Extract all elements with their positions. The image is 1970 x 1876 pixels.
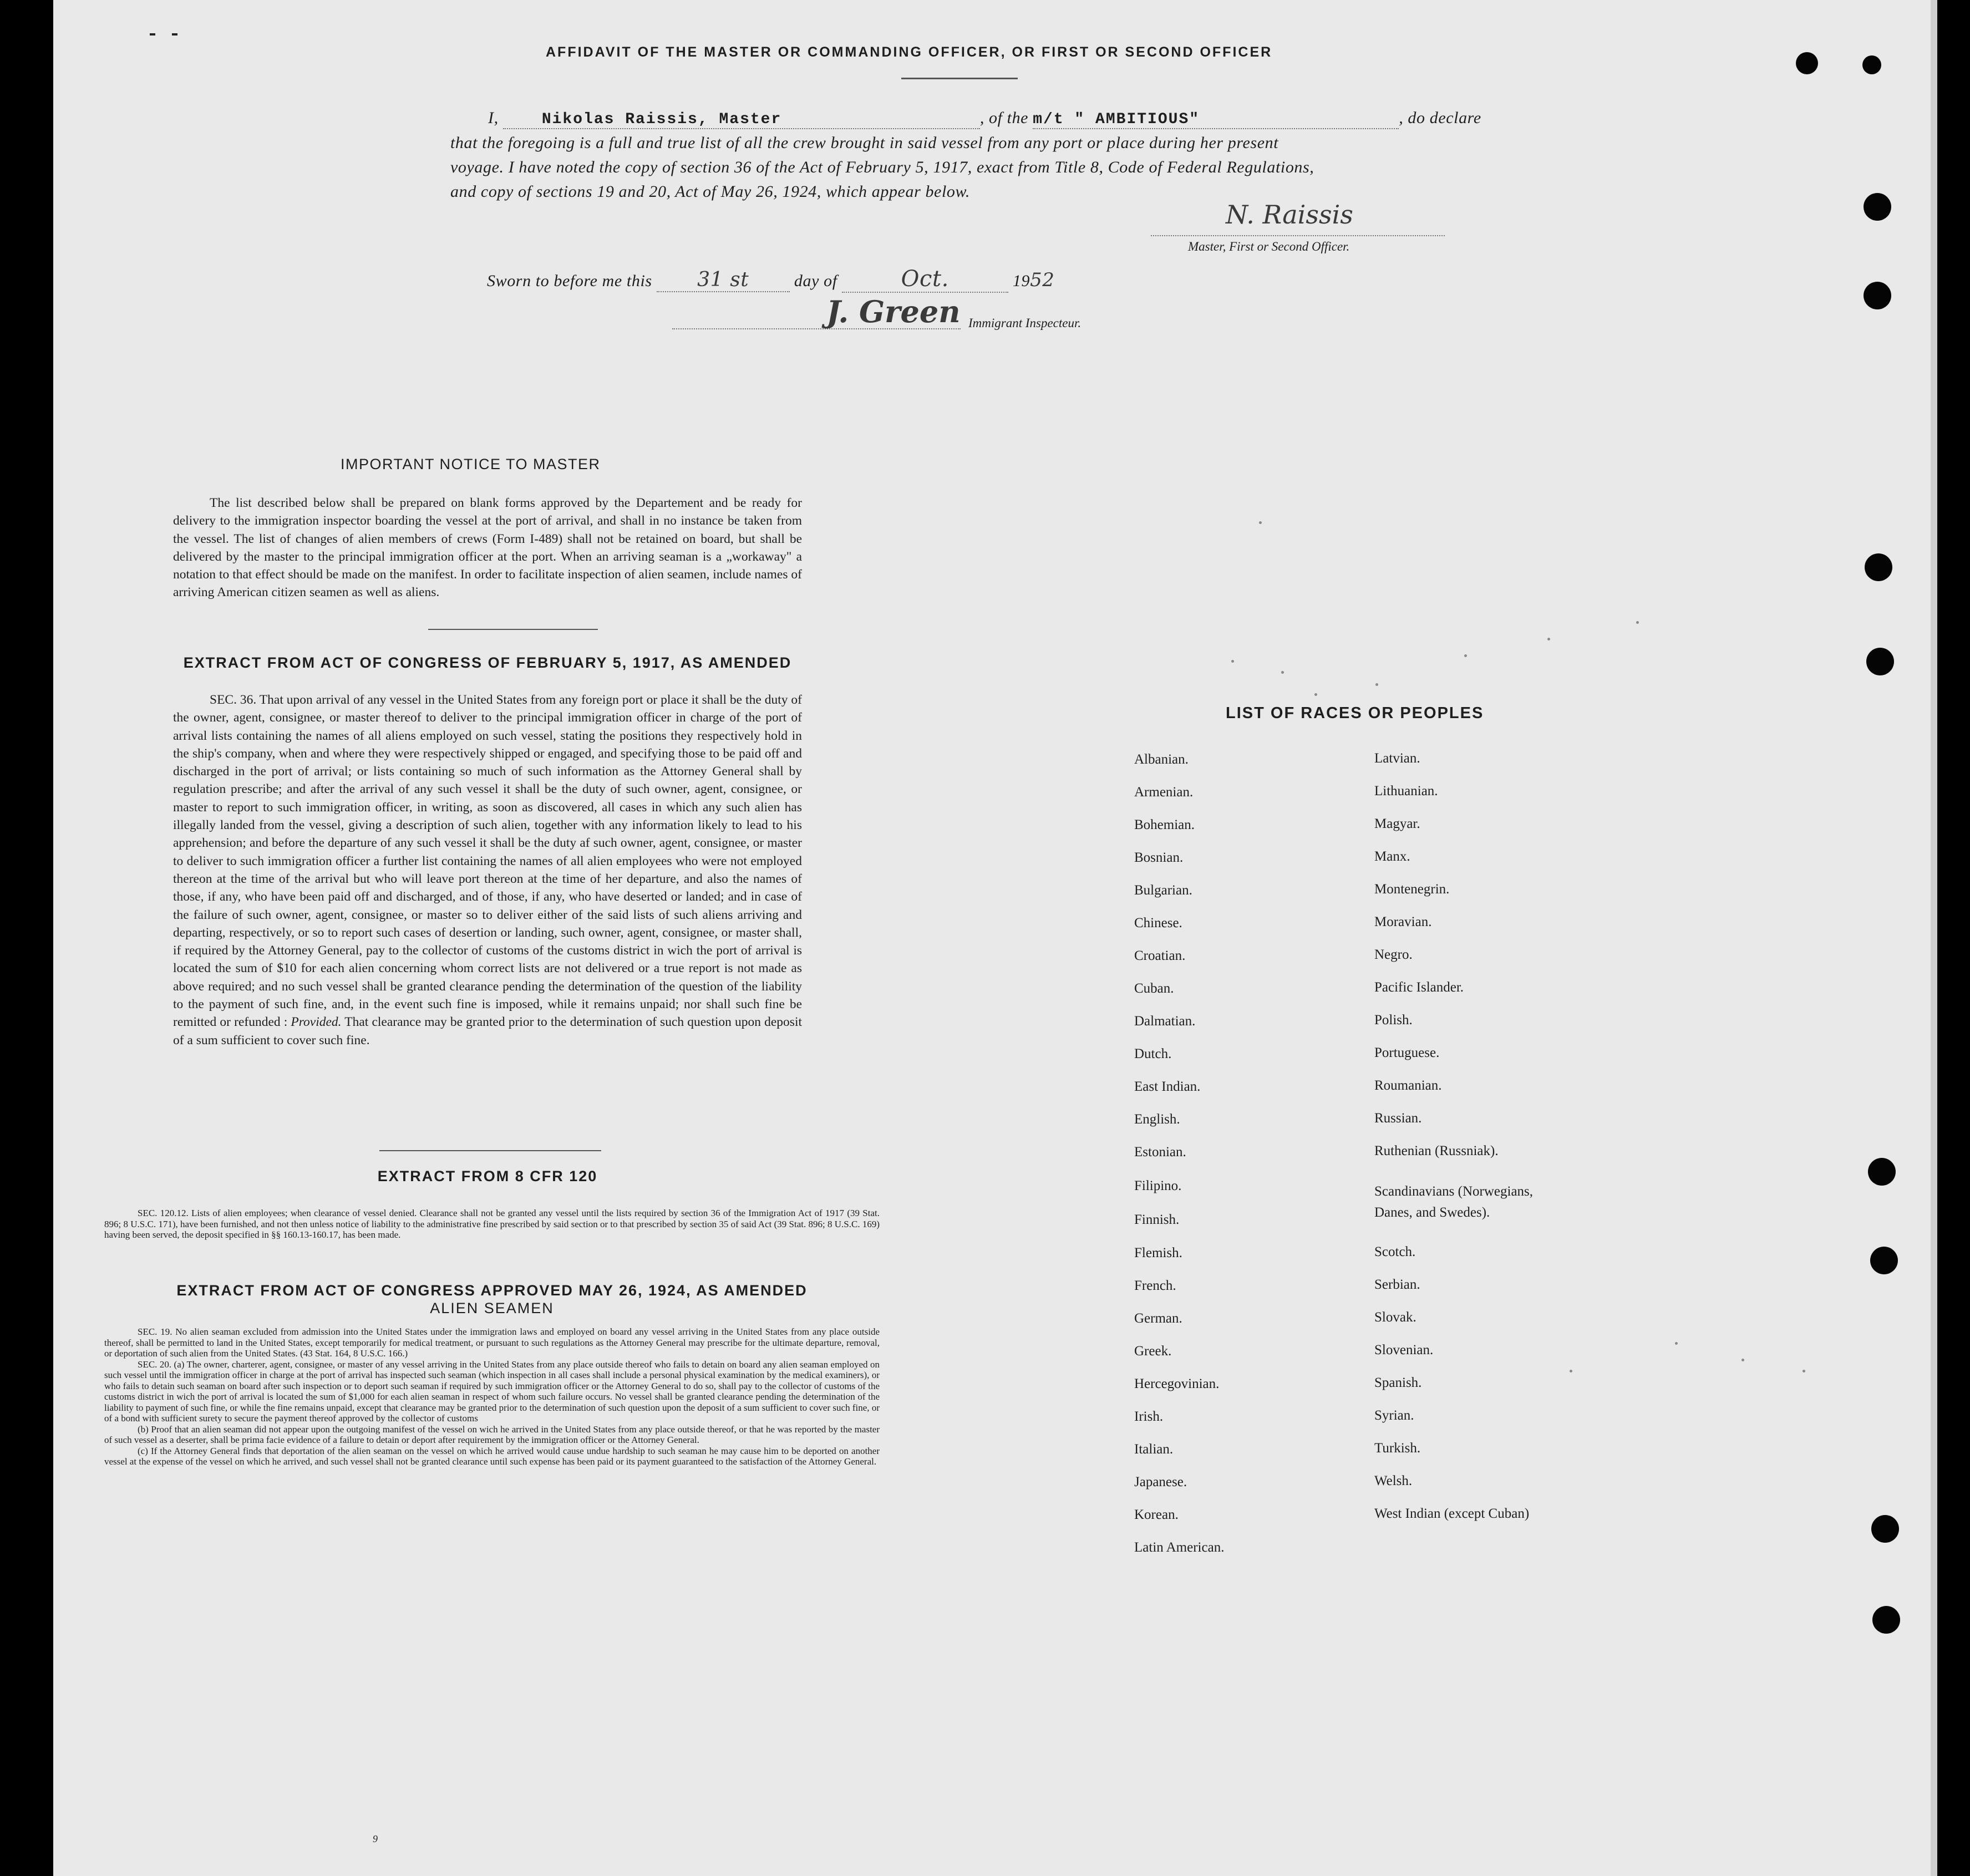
race-item: Lithuanian. — [1374, 784, 1438, 799]
scan-speck — [1741, 1359, 1744, 1361]
day-of-text: day of — [794, 272, 837, 290]
divider — [428, 629, 598, 630]
sworn-line — [487, 266, 1055, 293]
race-item: West Indian (except Cuban) — [1374, 1506, 1530, 1521]
race-item: Croatian. — [1134, 948, 1186, 963]
extract-1917-text: SEC. 36. That upon arrival of any vessel in the United States from any foreign port or place it shall be the duty of the owner, agent, consignee, or master thereof to deliver to the principal immigration officer in charge of the port of arrival lists containing the names of all aliens employed on such vessel, stating the positions they respectively hold in the ship's company, when and where they were respectively shipped or engaged, and specifying those to be paid off and discharged in the port of arrival; or lists containing so much of such information as the Attorney General shall by regulation prescribe; and after the arrival of any such vessel it shall be the duty of such owner, agent, consignee, or master to report to such immigration officer, in writing, as soon as discovered, all cases in which any such alien has illegally landed from the vessel, giving a description of such alien, together with any information likely to lead to his apprehension; and before the departure of any such vessel it shall be the duty af such owner, agent, consignee, or master to deliver to such immigration officer a further list containing the names of all alien employees who were not employed thereon at the time of the arrival but who will leave port thereon at the time of her departure, and also the names of those, if any, who have been paid off and discharged, and of those, if any, who have deserted or landed; and in case of the failure of such owner, agent, consignee, or master so to deliver either of the said lists of such aliens arriving and departing, respectively, or so to report such cases of desertion or landing, such owner, agent, consignee, or master shall, if required by the Attorney General, pay to the collector of customs of the customs district in wich the port of arrival is located the sum of $10 for each alien concerning whom correct lists are not delivered or a true report is not made as above required; and no such vessel shall be granted clearance pending the determination of the question of the liability to the payment of such fine, and, in the event such fine is imposed, while it remains unpaid; nor shall such fine be remitted or refunded : — [173, 693, 802, 1030]
race-item: Serbian. — [1374, 1277, 1420, 1292]
race-item: Pacific Islander. — [1374, 980, 1464, 995]
race-item: Irish. — [1134, 1409, 1164, 1424]
alien-seamen-subheading: ALIEN SEAMEN — [430, 1300, 554, 1316]
master-signature: N. Raissis — [1226, 200, 1353, 230]
master-title: , Master — [698, 111, 782, 128]
sec19-text: SEC. 19. No alien seaman excluded from admission into the United States under the immigration laws and employed on board any vessel arriving in the United States from any place outside thereof, shall be permitted to land in the United States, except temporarily for medical treatment, or pursuant to such regulations as the Attorney General may prescribe for the ultimate departure, removal, or deportation of such alien from the United States. (43 Stat. 164, 8 U.S.C. 166.) — [104, 1326, 880, 1359]
race-item: English. — [1134, 1112, 1180, 1127]
notice-body: The list described below shall be prepared on blank forms approved by the Departement and be ready for delivery to the immigration inspector boarding the vessel at the port of arrival, and shall in no instance be taken from the vessel. The list of changes of alien members of crews (Form I-489) shall not be retained on board, but shall be delivered by the master to the principal immigration officer at the port. When an arriving seaman is a „workaway" a notation to that effect should be made on the manifest. In order to facilitate inspection of alien seamen, include names of arriving American citizen seamen as well as aliens. — [173, 496, 802, 600]
race-item: Ruthenian (Russniak). — [1374, 1143, 1499, 1158]
punch-hole — [1868, 1158, 1896, 1186]
of-the-text: , of the — [979, 109, 1029, 127]
race-item: Bulgarian. — [1134, 883, 1192, 898]
races-heading: LIST OF RACES OR PEOPLES — [1226, 704, 1484, 722]
scan-speck — [1281, 671, 1284, 674]
affidavit-line-1 — [450, 109, 1481, 129]
race-item: French. — [1134, 1278, 1176, 1293]
extract-1917-text-end: That clearance may be granted prior to the determination of such question upon deposit of a sum sufficient to cover such fine. — [173, 1015, 803, 1048]
race-item: Hercegovinian. — [1134, 1376, 1220, 1391]
race-item: Greek. — [1134, 1344, 1172, 1359]
race-item: Japanese. — [1134, 1475, 1187, 1489]
master-name: Nikolas Raissis — [541, 111, 698, 128]
punch-hole — [1871, 1515, 1899, 1543]
vessel-name: m/t " AMBITIOUS" — [1033, 111, 1200, 128]
race-item: Roumanian. — [1374, 1078, 1442, 1093]
sec20b-text: (b) Proof that an alien seaman did not appear upon the outgoing manifest of the vessel on wich he arrived in the United States from any place outside thereof, or that he was reported by the master of such vessel as a deserter, shall be prima facie evidence of a failure to detain or deport after requirement by the immigration officer or the Attorney General. — [104, 1423, 880, 1445]
race-item: German. — [1134, 1311, 1182, 1326]
race-item: Dalmatian. — [1134, 1014, 1196, 1029]
scan-mark — [172, 33, 177, 35]
race-item: Welsh. — [1374, 1473, 1413, 1488]
race-item: Cuban. — [1134, 981, 1174, 996]
scan-mark — [150, 33, 155, 35]
sworn-day: 31 st — [697, 268, 749, 291]
punch-hole — [1872, 1606, 1900, 1634]
affidavit-line-3: voyage. I have noted the copy of section 36 of the Act of February 5, 1917, exact from Title 8, Code of Federal Regulations, — [450, 158, 1314, 176]
extract-1917-body — [173, 691, 802, 1049]
signature-caption: Master, First or Second Officer. — [1188, 240, 1350, 253]
race-item: Latvian. — [1374, 751, 1420, 766]
sworn-year: 52 — [1030, 269, 1055, 291]
race-item: Polish. — [1374, 1013, 1413, 1028]
page-edge — [1931, 0, 1937, 1876]
affidavit-line-2: that the foregoing is a full and true list of all the crew brought in said vessel from any port or place during her present — [450, 134, 1279, 152]
race-item: Scotch. — [1374, 1244, 1416, 1259]
race-item: Korean. — [1134, 1507, 1179, 1522]
race-item: Syrian. — [1374, 1408, 1414, 1423]
race-item: Finnish. — [1134, 1212, 1180, 1227]
punch-hole — [1864, 282, 1891, 309]
scan-speck — [1314, 693, 1317, 696]
race-item: Montenegrin. — [1374, 882, 1450, 897]
scan-speck — [1259, 521, 1262, 524]
affidavit-i: I, — [488, 109, 499, 127]
scan-speck — [1636, 621, 1639, 624]
punch-hole — [1870, 1247, 1898, 1274]
punch-hole — [1862, 55, 1881, 74]
race-item: Turkish. — [1374, 1441, 1421, 1456]
affidavit-line-4: and copy of sections 19 and 20, Act of May 26, 1924, which appear below. — [450, 182, 970, 201]
race-item: Slovak. — [1374, 1310, 1416, 1325]
race-item: Scandinavians (Norwegians, Danes, and Swedes). — [1374, 1184, 1534, 1220]
year-prefix: 19 — [1012, 272, 1030, 290]
race-item: Magyar. — [1374, 816, 1420, 831]
divider — [379, 1150, 601, 1151]
punch-hole — [1864, 193, 1891, 221]
divider — [901, 78, 1018, 79]
sec20c-text: (c) If the Attorney General finds that deportation of the alien seaman on the vessel on which he arrived would cause undue hardship to such seaman he may cause him to be deported on another vessel at the expense of the vessel on which he arrived, and such vessel shall not be granted clearance until such expense has been paid or its payment guaranteed to the satisfaction of the Attorney General. — [104, 1445, 880, 1467]
scan-speck — [1803, 1370, 1805, 1372]
sec20a-text: SEC. 20. (a) The owner, charterer, agent, consignee, or master of any vessel arriving in the United States from any place outside thereof who fails to detain on board any alien seaman employed on such vessel until the immigration officer in charge at the port of arrival has inspected such seaman (which inspection in all cases shall include a personal physical examination by the medical examiners), or who fails to detain such seaman on board after such inspection or to deport such seaman if required by such immigration officer or the Attorney General to do so, shall pay to the collector of customs of the customs district in wich the port of arrival is located the sum of $1,000 for each alien seaman in respect of whom such failure occurs. No vessel shall be granted clearance pending the determination of the liability to payment of such fine, or while the fine remains unpaid, except that clearance may be granted prior to the determination of such question upon the deposit of a sum sufficient to cover such fine, or of a bond with sufficient surety to secure the payment thereof approved by the collector of customs — [104, 1359, 880, 1423]
provided-text: Provided. — [291, 1015, 342, 1030]
race-item: East Indian. — [1134, 1079, 1201, 1094]
scan-speck — [1464, 654, 1467, 657]
race-item: Slovenian. — [1374, 1343, 1434, 1358]
race-item: Russian. — [1374, 1111, 1422, 1126]
extract-1917-heading: EXTRACT FROM ACT OF CONGRESS OF FEBRUARY 5, 1917, AS AMENDED — [183, 654, 792, 671]
extract-1924-heading: EXTRACT FROM ACT OF CONGRESS APPROVED MAY 26, 1924, AS AMENDED — [176, 1282, 808, 1299]
punch-hole — [1865, 553, 1892, 581]
margin-mark: 9 — [373, 1833, 378, 1844]
punch-hole — [1866, 648, 1894, 675]
scan-speck — [1675, 1342, 1678, 1345]
race-item: Moravian. — [1374, 914, 1432, 929]
race-item: Portuguese. — [1374, 1045, 1440, 1060]
race-item: Manx. — [1374, 849, 1410, 864]
notice-heading: IMPORTANT NOTICE TO MASTER — [341, 456, 601, 472]
race-item: Flemish. — [1134, 1245, 1182, 1260]
sworn-text: Sworn to before me this — [487, 272, 652, 290]
cfr-body: SEC. 120.12. Lists of alien employees; when clearance of vessel denied. Clearance shall not be granted any vessel until the lists required by section 36 of the Immigration Act of 1917 (39 Stat. 896; 8 U.S.C. 171), have been furnished, and not then unless notice of liability to the administrative fine prescribed by said section or to that prescribed by section 35 of said Act (39 Stat. 896; 8 U.S.C. 169) having been served, the deposit specified in §§ 160.13-160.17, has been made. — [104, 1208, 880, 1240]
signature-line — [1151, 235, 1445, 236]
race-item: Bohemian. — [1134, 817, 1195, 832]
race-item: Filipino. — [1134, 1178, 1182, 1193]
extract-1924-body — [104, 1326, 880, 1467]
race-item: Chinese. — [1134, 916, 1182, 931]
race-item: Spanish. — [1374, 1375, 1422, 1390]
race-item: Dutch. — [1134, 1046, 1172, 1061]
scan-speck — [1231, 660, 1234, 663]
race-item: Italian. — [1134, 1442, 1174, 1457]
sworn-month: Oct. — [901, 266, 949, 292]
race-item: Estonian. — [1134, 1145, 1186, 1160]
race-item: Bosnian. — [1134, 850, 1184, 865]
race-item: Armenian. — [1134, 785, 1194, 800]
race-item: Negro. — [1374, 947, 1413, 962]
scan-speck — [1375, 683, 1378, 686]
affidavit-heading: AFFIDAVIT OF THE MASTER OR COMMANDING OFFICER, OR FIRST OR SECOND OFFICER — [546, 44, 1273, 60]
race-item: Albanian. — [1134, 752, 1189, 767]
race-item: Latin American. — [1134, 1540, 1225, 1555]
inspector-caption: Immigrant Inspecteur. — [968, 316, 1082, 330]
scan-speck — [1570, 1370, 1572, 1372]
do-declare-text: , do declare — [1399, 109, 1481, 127]
inspector-signature: J. Green — [826, 294, 961, 329]
scan-speck — [1547, 638, 1550, 640]
cfr-heading: EXTRACT FROM 8 CFR 120 — [377, 1168, 598, 1184]
punch-hole — [1796, 52, 1818, 74]
